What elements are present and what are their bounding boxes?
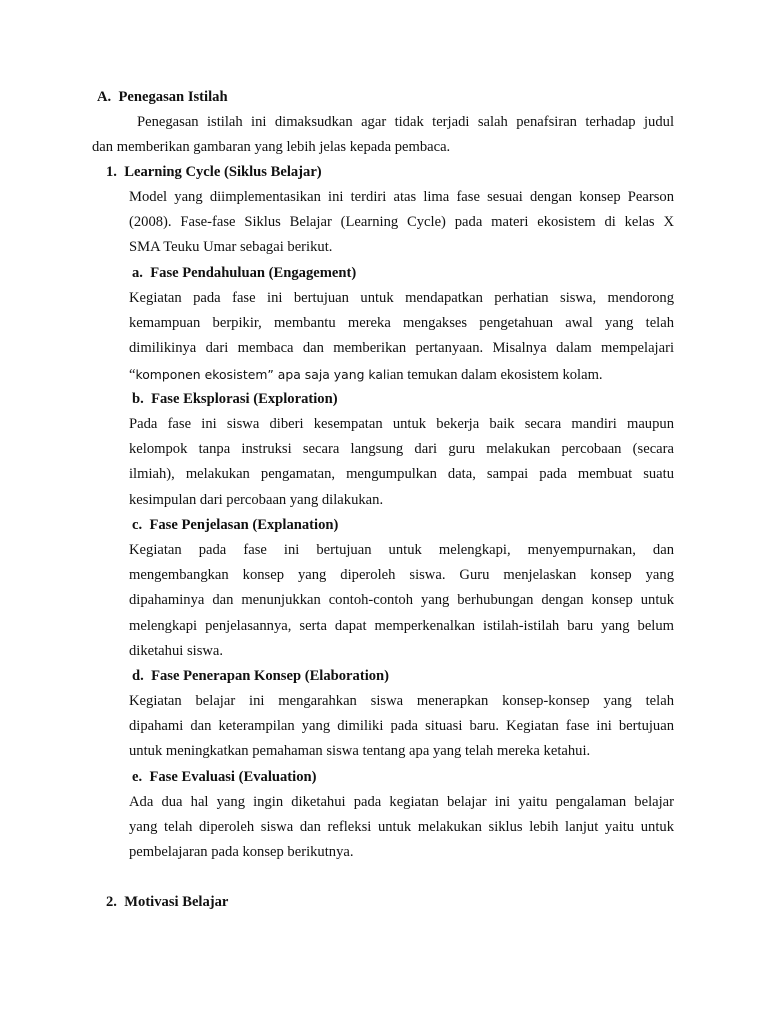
section-a-title: Penegasan Istilah [118,89,228,105]
paragraph-line: melengkapi penjelasannya, serta dapat memperkenalkan istilah-istilah baru yang belum [129,617,674,634]
item-1-paragraph [129,185,674,261]
intro-line-2: dan memberikan gambaran yang lebih jelas kepada pembaca. [92,139,451,155]
paragraph-line: SMA Teuku Umar sebagai berikut. [129,239,333,256]
sub-a-marker: a. [132,265,143,281]
paragraph-line: kesimpulan dari percobaan yang dilakukan. [129,491,384,508]
sub-e-heading [132,765,316,790]
sub-b-paragraph [129,412,674,513]
sub-b-heading [132,387,338,412]
paragraph-line: untuk meningkatkan pemahaman siswa tentang apa yang telah mereka ketahui. [129,743,591,760]
intro-line-1: Penegasan istilah ini dimaksudkan agar tidak terjadi salah penafsiran terhadap judul [137,114,674,130]
paragraph-line-mixed [129,362,674,388]
sub-b-title: Fase Eksplorasi (Exploration) [151,391,338,407]
sub-e-marker: e. [132,769,143,785]
paragraph-line: ilmiah), melakukan pengamatan, mengumpulkan data, sampai pada membuat suatu [129,466,674,483]
paragraph-line: Model yang diimplementasikan ini terdiri atas lima fase sesuai dengan konsep Pearson [129,189,674,205]
section-a-marker: A. [97,89,112,105]
sub-d-marker: d. [132,668,144,684]
sub-c-title: Fase Penjelasan (Explanation) [149,517,339,533]
line-rest: an temukan dalam ekosistem kolam. [389,366,603,383]
paragraph-line: diketahui siswa. [129,642,224,659]
sub-c-marker: c. [132,517,143,533]
paragraph-line: Kegiatan pada fase ini bertujuan untuk melengkapi, menyempurnakan, dan [129,542,674,558]
sub-d-heading [132,664,389,689]
sub-a-title: Fase Pendahuluan (Engagement) [150,265,357,281]
sub-b-marker: b. [132,391,144,407]
mixed-font-text: komponen ekosistem” apa saja yang kali [135,366,390,382]
sub-a-paragraph [129,286,674,388]
sub-d-title: Fase Penerapan Konsep (Elaboration) [151,668,390,684]
item-2-title: Motivasi Belajar [124,894,229,910]
sub-c-paragraph [129,538,674,664]
sub-a-heading [132,261,356,286]
paragraph-line: Kegiatan pada fase ini bertujuan untuk mendapatkan perhatian siswa, mendorong [129,290,674,306]
paragraph-line: Kegiatan belajar ini mengarahkan siswa menerapkan konsep-konsep yang telah [129,693,674,709]
item-2-heading [106,890,228,915]
sub-e-paragraph [129,790,674,866]
paragraph-line: dimilikinya dari membaca dan memberikan pertanyaan. Misalnya dalam mempelajari [129,340,674,357]
paragraph-line: Pada fase ini siswa diberi kesempatan untuk bekerja baik secara mandiri maupun [129,416,674,432]
item-1-heading [106,160,322,185]
paragraph-line: dipahaminya dan menunjukkan contoh-contoh yang berhubungan dengan konsep untuk [129,592,674,609]
sub-c-heading [132,513,338,538]
open-quote: “ [129,366,136,383]
paragraph-line: mengembangkan konsep yang diperoleh siswa. Guru menjelaskan konsep yang [129,567,674,584]
section-a-heading [97,85,228,110]
sub-e-title: Fase Evaluasi (Evaluation) [149,769,317,785]
paragraph-line: pembelajaran pada konsep berikutnya. [129,844,354,861]
paragraph-line: dipahami dan keterampilan yang dimiliki pada situasi baru. Kegiatan fase ini bertujuan [129,718,674,735]
item-1-title: Learning Cycle (Siklus Belajar) [124,164,322,180]
paragraph-line: (2008). Fase-fase Siklus Belajar (Learning Cycle) pada materi ekosistem di kelas X [129,214,674,231]
item-1-marker: 1. [106,164,117,180]
paragraph-line: kelompok tanpa instruksi secara langsung dari guru melakukan percobaan (secara [129,441,674,458]
paragraph-line: Ada dua hal yang ingin diketahui pada kegiatan belajar ini yaitu pengalaman belajar [129,794,674,810]
sub-d-paragraph [129,689,674,765]
paragraph-line: yang telah diperoleh siswa dan refleksi untuk melakukan siklus lebih lanjut yaitu untuk [129,819,674,836]
item-2-marker: 2. [106,894,117,910]
paragraph-line: kemampuan berpikir, membantu mereka mengakses pengetahuan awal yang telah [129,315,674,332]
